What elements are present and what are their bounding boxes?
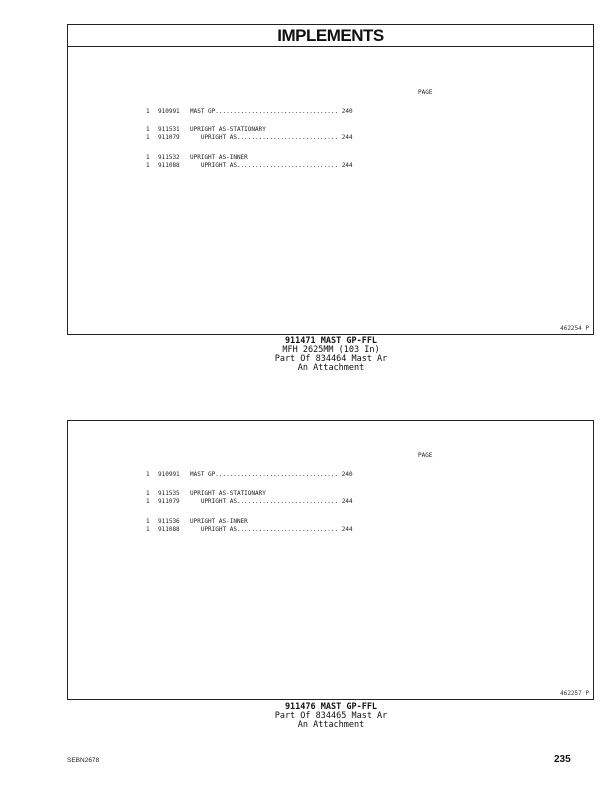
parts-row: 1 910991 MAST GP.................................. 240: [146, 471, 353, 478]
caption-line: Part Of 834465 Mast Ar: [274, 711, 388, 721]
parts-row: 1 911536 UPRIGHT AS-INNER: [146, 518, 248, 525]
caption-line: An Attachment: [297, 720, 365, 730]
illustration-ref: 462254 P: [560, 325, 589, 332]
page-column-header: PAGE: [418, 452, 433, 459]
document-code: SEBN2678: [67, 757, 100, 764]
parts-row: 1 911531 UPRIGHT AS-STATIONARY: [146, 126, 266, 133]
parts-panel-1: [67, 24, 594, 335]
caption-line: Part Of 834464 Mast Ar: [274, 354, 388, 364]
page-column-header: PAGE: [418, 89, 433, 96]
caption-title: 911471 MAST GP-FFL: [284, 336, 378, 346]
parts-row: 1 911079 UPRIGHT AS............................ 244: [146, 498, 353, 505]
parts-row: 1 911079 UPRIGHT AS............................ 244: [146, 134, 353, 141]
parts-row: 1 911532 UPRIGHT AS-INNER: [146, 154, 248, 161]
page-number: 235: [554, 754, 571, 765]
parts-row: 1 910991 MAST GP.................................. 240: [146, 108, 353, 115]
caption-line: An Attachment: [297, 363, 365, 373]
caption-title: 911476 MAST GP-FFL: [284, 702, 378, 712]
parts-row: 1 911535 UPRIGHT AS-STATIONARY: [146, 490, 266, 497]
caption-line: MFH 2625MM (103 In): [282, 345, 380, 355]
parts-row: 1 911088 UPRIGHT AS............................ 244: [146, 526, 353, 533]
parts-panel-2: [67, 420, 594, 700]
section-title: IMPLEMENTS: [68, 25, 593, 47]
panel-1-caption: [200, 337, 462, 373]
panel-2-caption: [200, 703, 462, 730]
parts-row: 1 911088 UPRIGHT AS............................ 244: [146, 162, 353, 169]
illustration-ref: 462257 P: [560, 690, 589, 697]
